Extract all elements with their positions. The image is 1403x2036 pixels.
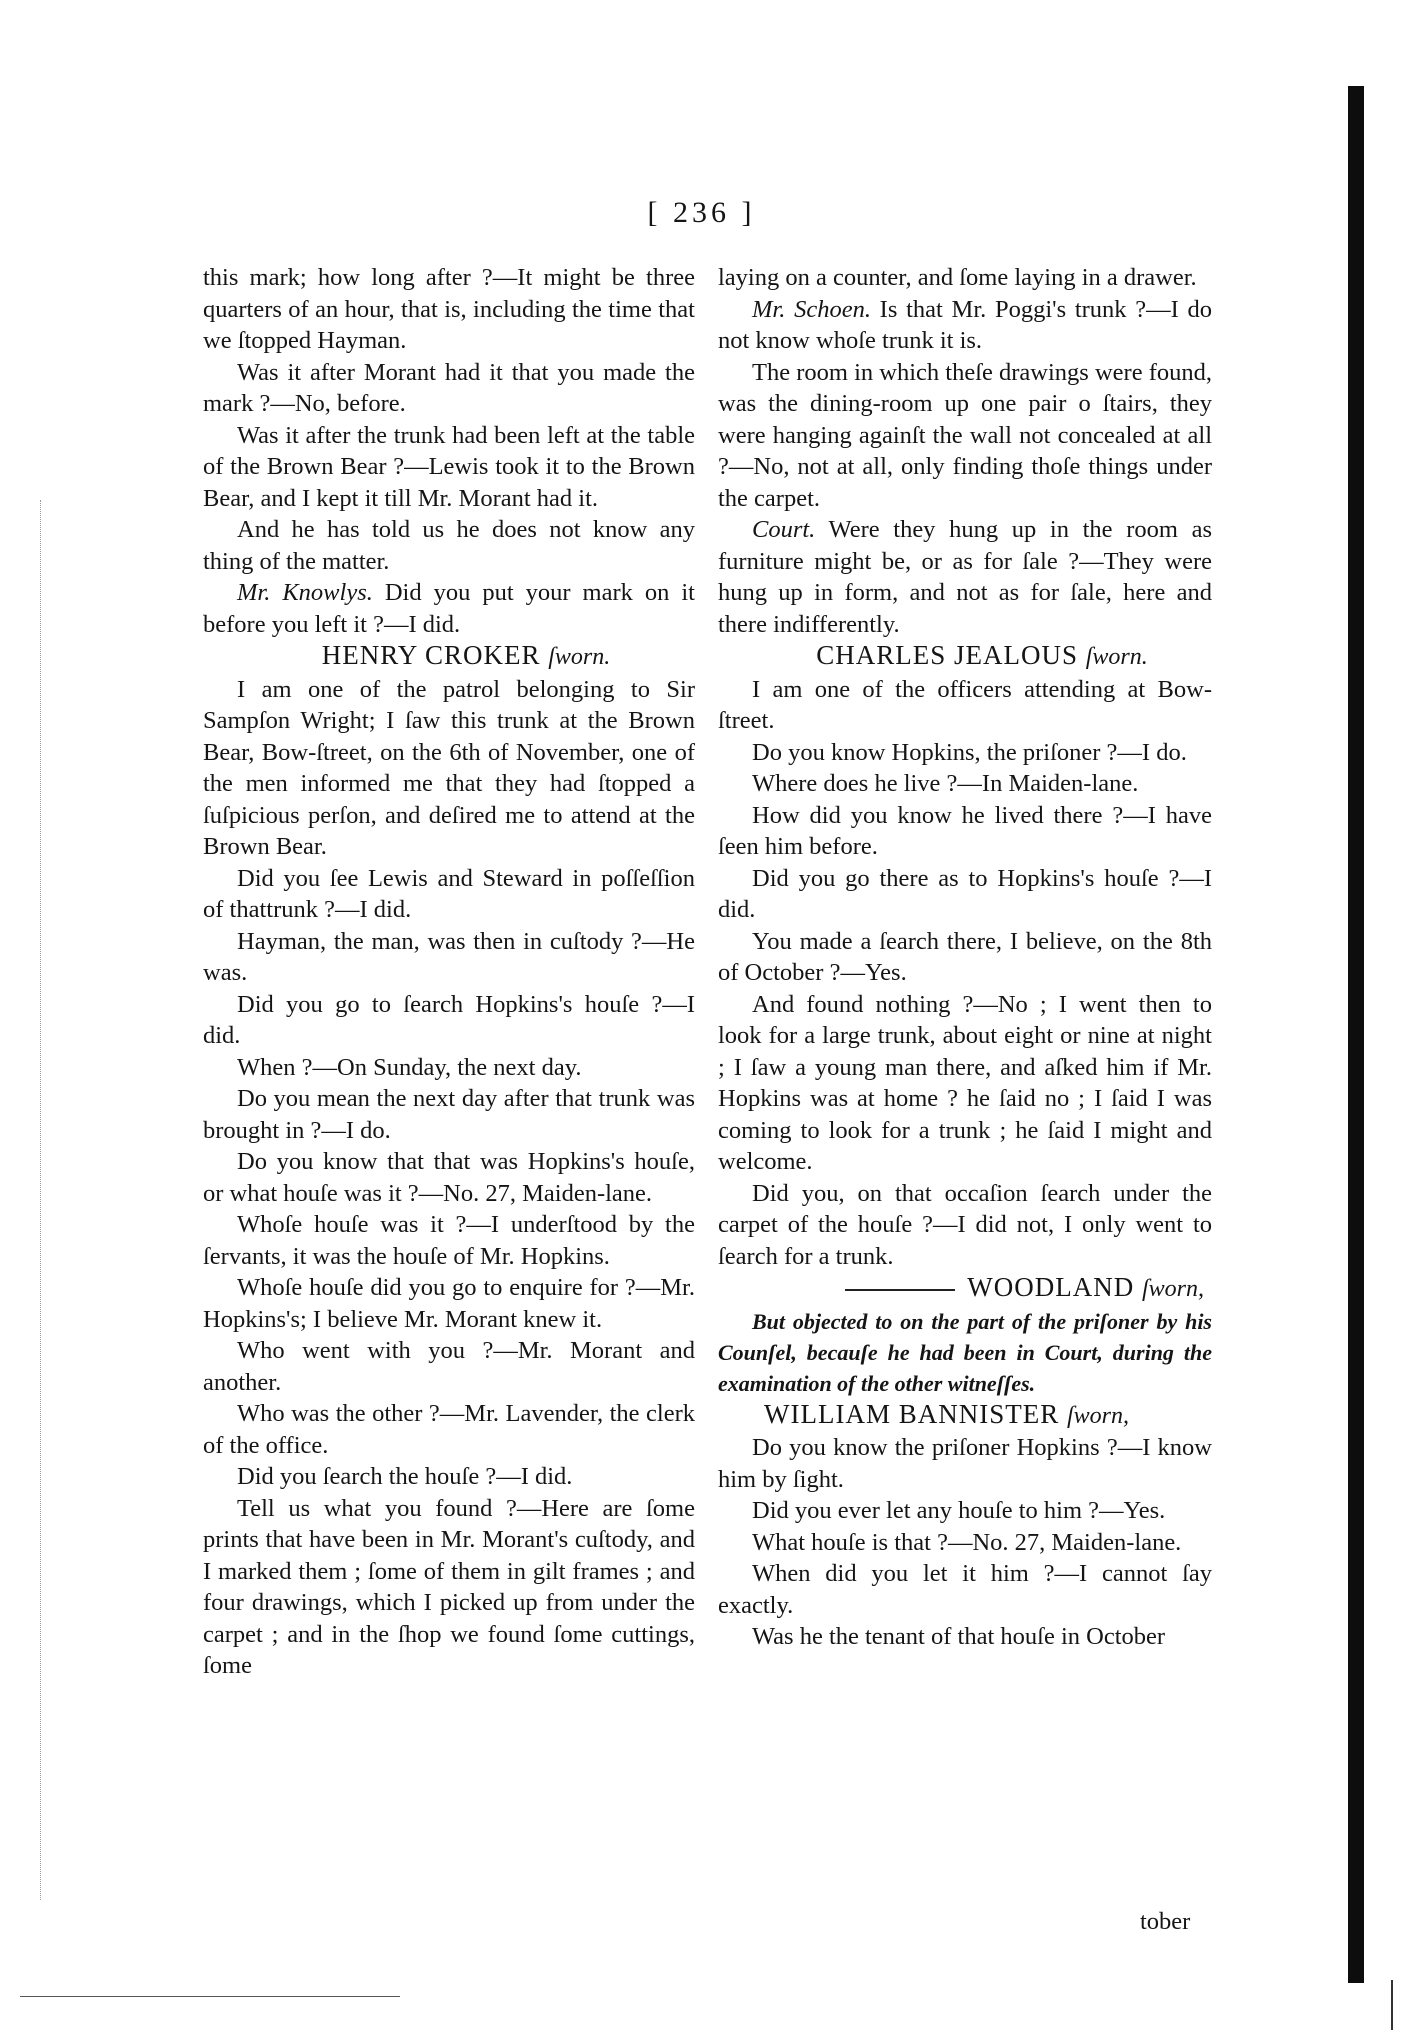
paragraph: Did you ſearch the houſe ?—I did.: [237, 1463, 573, 1490]
paragraph: laying on a counter, and ſome laying in a drawer.: [718, 264, 1197, 291]
margin-specks: [40, 500, 47, 1900]
speaker-label: Mr. Schoen.: [752, 295, 871, 323]
witness-heading: [718, 640, 1212, 674]
paragraph: Hayman, the man, was then in cuſtody ?—He was.: [203, 927, 695, 986]
left-column: [203, 262, 695, 1682]
paragraph: this mark; how long after ?—It might be three quarters of an hour, that is, including the time that we ſtopped Hayman.: [203, 264, 695, 354]
sworn-label: ſworn.: [1085, 644, 1148, 670]
edge-mark: [1391, 1980, 1393, 2030]
witness-name: WILLIAM BANNISTER: [764, 1398, 1060, 1429]
name-blank-rule: [845, 1289, 955, 1291]
paragraph: I am one of the officers attending at Bow-ſtreet.: [718, 675, 1212, 734]
paragraph: I am one of the patrol belonging to Sir Sampſon Wright; I ſaw this trunk at the Brown Bear, Bow-ſtreet, on the 6th of November, one of the men informed me that they had ſtopped a ſuſpicious perſon, and deſired me to attend at the Brown Bear.: [203, 675, 695, 860]
paragraph: Whoſe houſe was it ?—I underſtood by the ſervants, it was the houſe of Mr. Hopkins.: [203, 1211, 695, 1270]
witness-heading: [203, 640, 695, 674]
paragraph: When ?—On Sunday, the next day.: [237, 1053, 582, 1081]
paragraph: Whoſe houſe did you go to enquire for ?—Mr. Hopkins's; I believe Mr. Morant knew it.: [203, 1274, 695, 1333]
paragraph: [203, 577, 695, 640]
paragraph: Was it after Morant had it that you made the mark ?—No, before.: [203, 358, 695, 417]
paragraph: Do you mean the next day after that trunk was brought in ?—I do.: [203, 1085, 695, 1144]
paragraph-text: Is that Mr. Poggi's trunk ?—I do not know whoſe trunk it is.: [718, 295, 1212, 354]
paragraph: [718, 294, 1212, 357]
page-number: [ 236 ]: [647, 196, 756, 229]
paragraph: Did you ever let any houſe to him ?—Yes.: [752, 1497, 1166, 1524]
paragraph: Where does he live ?—In Maiden-lane.: [752, 770, 1139, 797]
paragraph: And he has told us he does not know any thing of the matter.: [203, 516, 695, 575]
witness-heading: [718, 1399, 1212, 1433]
right-column: [718, 262, 1212, 1653]
speaker-label: Court.: [752, 516, 816, 543]
sworn-label: ſworn,: [1066, 1402, 1129, 1429]
paragraph-text: Were they hung up in the room as furniture might be, or as for ſale ?—They were hung up in form, and not as for ſale, here and there indifferently.: [718, 516, 1212, 638]
paragraph: The room in which theſe drawings were found, was the dining-room up one pair o ſtairs, they were hanging againſt the wall not concealed at all ?—No, not at all, only finding thoſe things under the carpet.: [718, 358, 1212, 512]
paragraph: [718, 514, 1212, 640]
paragraph: You made a ſearch there, I believe, on the 8th of October ?—Yes.: [718, 927, 1212, 986]
paragraph: Do you know that that was Hopkins's houſe, or what houſe was it ?—No. 27, Maiden-lane.: [203, 1148, 695, 1207]
witness-name: WOODLAND: [967, 1272, 1135, 1302]
paragraph: Did you, on that occaſion ſearch under the carpet of the houſe ?—I did not, I only went to ſearch for a trunk.: [718, 1179, 1212, 1270]
witness-name: HENRY CROKER: [321, 640, 541, 670]
paragraph: Do you know the priſoner Hopkins ?—I know him by ſight.: [718, 1434, 1212, 1493]
sworn-label: ſworn,: [1141, 1276, 1204, 1302]
paragraph: Who was the other ?—Mr. Lavender, the clerk of the office.: [203, 1400, 695, 1459]
witness-heading: [718, 1272, 1212, 1306]
bottom-rule: [20, 1996, 400, 1997]
paragraph: Do you know Hopkins, the priſoner ?—I do.: [752, 738, 1187, 766]
sworn-label: ſworn.: [548, 644, 611, 670]
paragraph: What houſe is that ?—No. 27, Maiden-lane.: [752, 1528, 1182, 1556]
witness-name: CHARLES JEALOUS: [816, 640, 1078, 670]
paragraph-text: Did you put your mark on it before you left it ?—I did.: [203, 579, 695, 638]
paragraph: Did you ſee Lewis and Steward in poſſeſſion of thattrunk ?—I did.: [203, 864, 695, 923]
speaker-label: Mr. Knowlys.: [237, 579, 373, 606]
paragraph: Was it after the trunk had been left at the table of the Brown Bear ?—Lewis took it to the Brown Bear, and I kept it till Mr. Morant had it.: [203, 421, 695, 512]
paragraph: Was he the tenant of that houſe in October: [752, 1623, 1166, 1650]
paragraph: Tell us what you found ?—Here are ſome prints that have been in Mr. Morant's cuſtody, and I marked them ; ſome of them in gilt frames ; and four drawings, which I picked up from under the carpet ; and in the ſhop we found ſome cuttings, ſome: [203, 1494, 695, 1679]
catchword: tober: [1140, 1908, 1191, 1935]
paragraph: Did you go to ſearch Hopkins's houſe ?—I did.: [203, 990, 695, 1049]
paragraph: Who went with you ?—Mr. Morant and another.: [203, 1337, 695, 1396]
binding-shadow: [1348, 86, 1364, 1983]
objection-note: But objected to on the part of the priſoner by his Counſel, becauſe he had been in Court, during the examination of the other witneſſes.: [718, 1308, 1212, 1396]
paragraph: When did you let it him ?—I cannot ſay exactly.: [718, 1560, 1212, 1619]
paragraph: Did you go there as to Hopkins's houſe ?—I did.: [718, 864, 1212, 923]
paragraph: How did you know he lived there ?—I have ſeen him before.: [718, 801, 1212, 860]
paragraph: And found nothing ?—No ; I went then to look for a large trunk, about eight or nine at night ; I ſaw a young man there, and aſked him if Mr. Hopkins was at home ? he ſaid no ; I ſaid I was coming to look for a trunk ; he ſaid I might and welcome.: [718, 990, 1212, 1175]
